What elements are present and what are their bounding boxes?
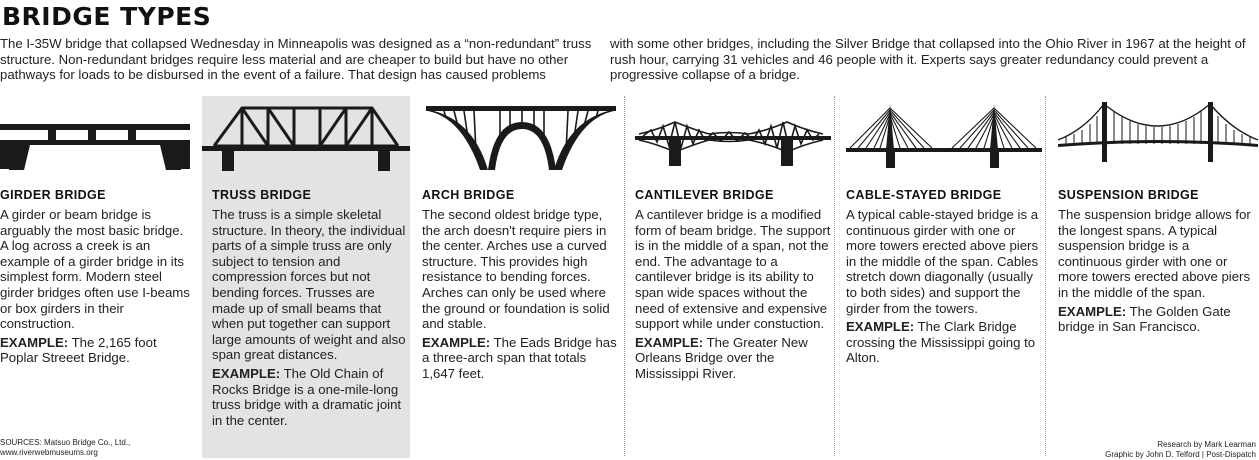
arch-bridge-column <box>422 96 622 458</box>
truss-bridge-icon <box>202 96 410 176</box>
sources-note: SOURCES: Matsuo Bridge Co., Ltd., www.riverwebmuseums.org <box>0 438 131 457</box>
bridge-heading: SUSPENSION BRIDGE <box>1058 188 1199 202</box>
cable-stayed-bridge-column <box>846 96 1042 458</box>
credit-note: Research by Mark Learman Graphic by John D. Telford | Post-Dispatch <box>1105 440 1256 459</box>
bridge-example: The Eads Bridge has a three-arch span that totals 1,647 feet. <box>422 334 617 381</box>
arch-bridge-icon <box>422 96 622 176</box>
bridge-heading: GIRDER BRIDGE <box>0 188 106 202</box>
cantilever-bridge-icon <box>635 96 831 176</box>
example-label: EXAMPLE: <box>212 365 281 381</box>
bridge-heading: ARCH BRIDGE <box>422 188 515 202</box>
cable-stayed-bridge-icon <box>846 96 1042 176</box>
bridge-heading: CABLE-STAYED BRIDGE <box>846 188 1002 202</box>
intro-text-left: The I-35W bridge that collapsed Wednesday in Minneapolis was designed as a “non-redundant” truss structure. Non-redundant bridges require less material and are cheaper to build but have no other pathways for loads to be disbursed in the event of a failure. That design has caused problems <box>0 36 592 83</box>
truss-bridge-column <box>202 96 410 458</box>
suspension-bridge-icon <box>1058 96 1258 176</box>
bridge-description: The second oldest bridge type, the arch doesn't require piers in the center. Arches use a curved structure. This provides high resistance to bending forces. Arches can only be used where the ground or foundation is solid and stable. EXAMPLE: The Eads Bridge has a three-arch span that totals 1,647 feet. <box>422 207 617 381</box>
bridge-description: The suspension bridge allows for the longest spans. A typical suspension bridge is a continuous girder with one or more towers erected above piers in the middle of the span. EXAMPLE: The Golden Gate bridge in San Francisco. <box>1058 207 1251 335</box>
bridge-heading: CANTILEVER BRIDGE <box>635 188 774 202</box>
bridge-description: A typical cable-stayed bridge is a continuous girder with one or more towers erected above piers in the middle of the span. Cables stretch down diagonally (usually to both sides) and support the girder from the towers. EXAMPLE: The Clark Bridge crossing the Mississippi going to Alton. <box>846 207 1039 366</box>
intro-text-right: with some other bridges, including the Silver Bridge that collapsed into the Ohio River in 1967 at the height of rush hour, carrying 31 vehicles and 46 people with it. Experts says greater redundancy could prevent a progressive collapse of a bridge. <box>610 36 1246 83</box>
bridge-example: The Greater New Orleans Bridge over the Mississippi River. <box>635 334 808 381</box>
page-title: BRIDGE TYPES <box>2 2 212 31</box>
example-label: EXAMPLE: <box>0 334 69 350</box>
girder-bridge-column <box>0 96 200 458</box>
bridge-example: The Clark Bridge crossing the Mississippi going to Alton. <box>846 319 1036 366</box>
column-divider <box>1045 96 1046 456</box>
suspension-bridge-column <box>1058 96 1258 458</box>
girder-bridge-icon <box>0 96 200 176</box>
column-divider <box>834 96 835 456</box>
bridge-description: A cantilever bridge is a modified form of beam bridge. The support is in the middle of a span, not the end. The advantage to a cantilever bridge is its ability to span wide spaces without the need of extensive and expensive support while under constuction. EXAMPLE: The Greater New Orleans Bridge over the Mississippi River. <box>635 207 831 381</box>
bridge-example: The 2,165 foot Poplar Streeet Bridge. <box>0 334 157 366</box>
cantilever-bridge-column <box>635 96 831 458</box>
bridge-heading: TRUSS BRIDGE <box>212 188 312 202</box>
column-divider <box>624 96 625 456</box>
bridge-example: The Golden Gate bridge in San Francisco. <box>1058 303 1231 335</box>
bridge-example: The Old Chain of Rocks Bridge is a one-mile-long truss bridge with a dramatic joint in the center. <box>212 365 402 428</box>
example-label: EXAMPLE: <box>422 334 491 350</box>
example-label: EXAMPLE: <box>1058 303 1127 319</box>
example-label: EXAMPLE: <box>635 334 704 350</box>
example-label: EXAMPLE: <box>846 319 915 335</box>
bridge-description: A girder or beam bridge is arguably the most basic bridge. A log across a creek is an example of a girder bridge in its simplest form. Modern steel girder bridges often use I-beams or box girders in their construction. EXAMPLE: The 2,165 foot Poplar Streeet Bridge. <box>0 207 190 366</box>
bridge-description: The truss is a simple skeletal structure. In theory, the individual parts of a simple truss are only subject to tension and compression forces but not bending forces. Trusses are made up of small beams that when put together can support large amounts of weight and also span great distances. EXAMPLE: The Old Chain of Rocks Bridge is a one-mile-long truss bridge with a dramatic joint in the center. <box>212 207 406 428</box>
